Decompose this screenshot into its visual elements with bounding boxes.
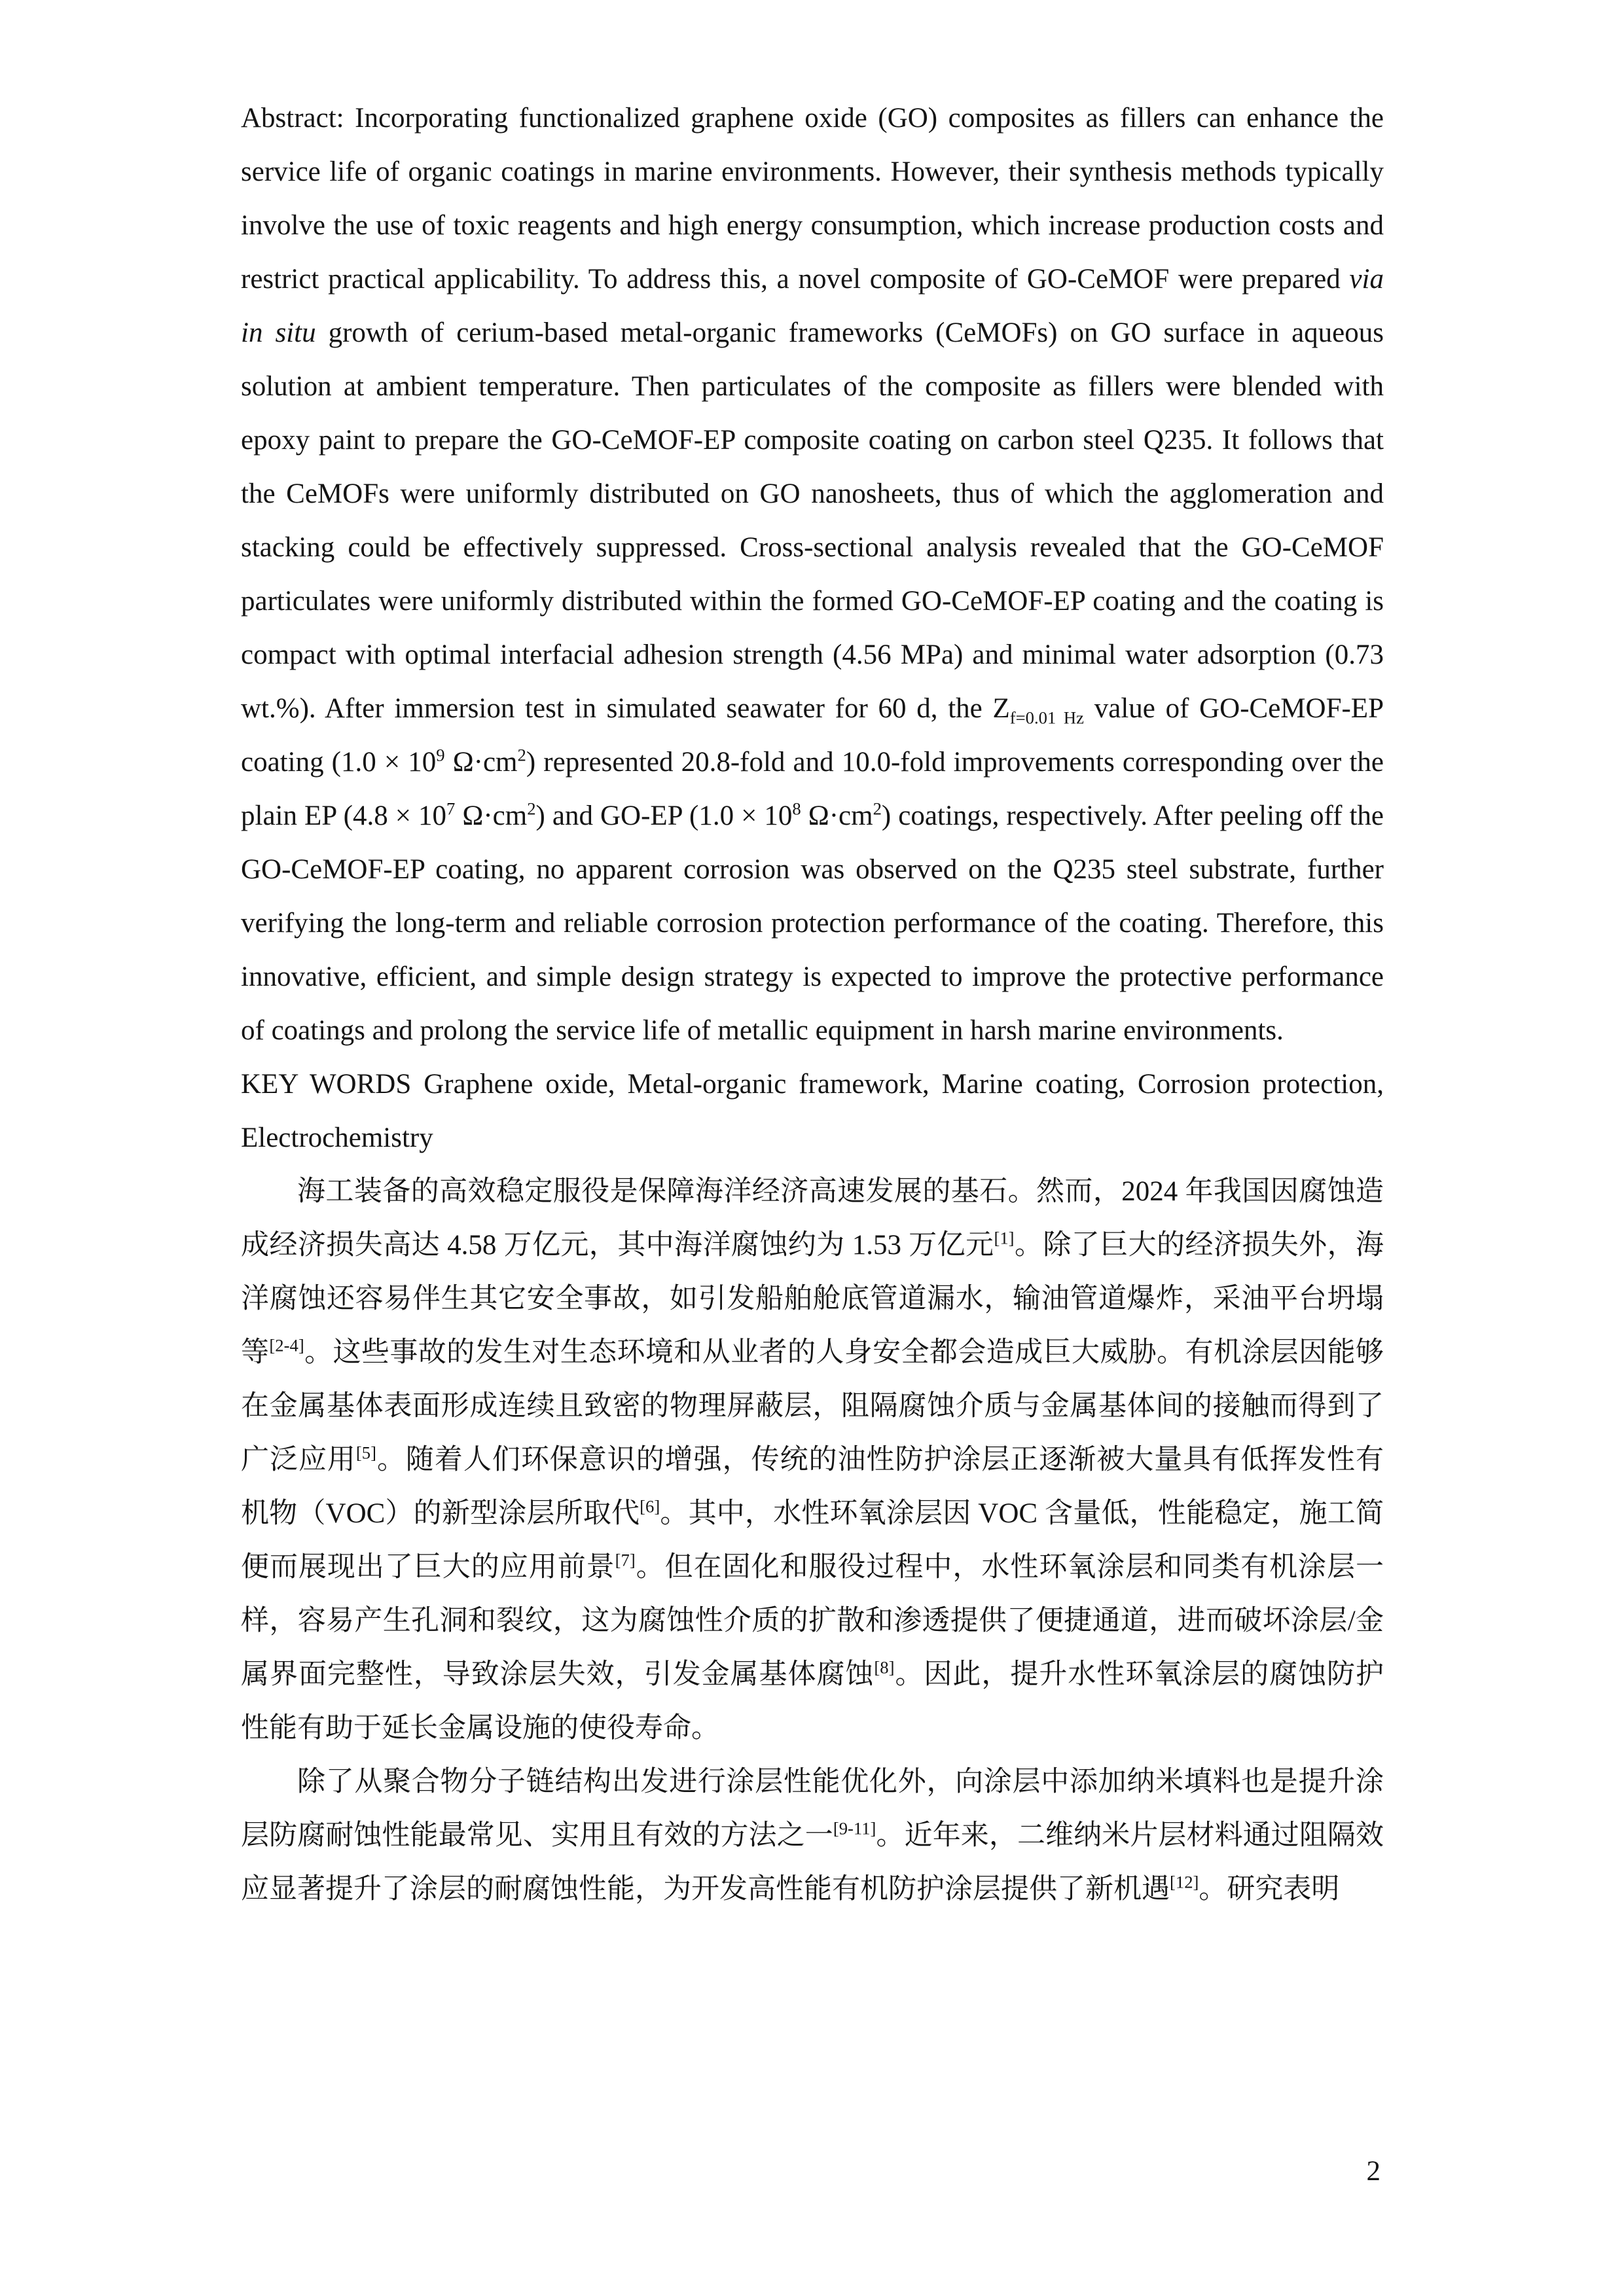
intro-paragraph-2: 除了从聚合物分子链结构出发进行涂层性能优化外，向涂层中添加纳米填料也是提升涂层防腐耐蚀性能最常见、实用且有效的方法之一[9-11]。近年来，二维纳米片层材料通过阻隔效应显著提升了涂层的耐腐蚀性能，为开发高性能有机防护涂层提供了新机遇[12]。研究表明	[241, 1767, 1384, 1905]
intro-paragraph-1: 海工装备的高效稳定服役是保障海洋经济高速发展的基石。然而，2024 年我国因腐蚀造成经济损失高达 4.58 万亿元，其中海洋腐蚀约为 1.53 万亿元[1]。除了巨大的经济损失外，海洋腐蚀还容易伴生其它安全事故，如引发船舶舱底管道漏水，输油管道爆炸，采油平台坍塌等[2-4]。这些事故的发生对生态环境和从业者的人身安全都会造成巨大威胁。有机涂层因能够在金属基体表面形成连续且致密的物理屏蔽层，阻隔腐蚀介质与金属基体间的接触而得到了广泛应用[5]。随着人们环保意识的增强，传统的油性防护涂层正逐渐被大量具有低挥发性有机物（VOC）的新型涂层所取代[6]。其中，水性环氧涂层因 VOC 含量低，性能稳定，施工简便而展现出了巨大的应用前景[7]。但在固化和服役过程中，水性环氧涂层和同类有机涂层一样，容易产生孔洞和裂纹，这为腐蚀性介质的扩散和渗透提供了便捷通道，进而破坏涂层/金属界面完整性，导致涂层失效，引发金属基体腐蚀[8]。因此，提升水性环氧涂层的腐蚀防护性能有助于延长金属设施的使役寿命。	[241, 1176, 1384, 1744]
keywords-paragraph: KEY WORDS Graphene oxide, Metal-organic framework, Marine coating, Corrosion protection, Electrochemistry	[241, 1069, 1384, 1153]
abstract-paragraph: Abstract: Incorporating functionalized graphene oxide (GO) composites as fillers can enhance the service life of organic coatings in marine environments. However, their synthesis methods typically involve the use of toxic reagents and high energy consumption, which increase production costs and restrict practical applicability. To address this, a novel composite of GO-CeMOF were prepared via in situ growth of cerium-based metal-organic frameworks (CeMOFs) on GO surface in aqueous solution at ambient temperature. Then particulates of the composite as fillers were blended with epoxy paint to prepare the GO-CeMOF-EP composite coating on carbon steel Q235. It follows that the CeMOFs were uniformly distributed on GO nanosheets, thus of which the agglomeration and stacking could be effectively suppressed. Cross-sectional analysis revealed that the GO-CeMOF particulates were uniformly distributed within the formed GO-CeMOF-EP coating and the coating is compact with optimal interfacial adhesion strength (4.56 MPa) and minimal water adsorption (0.73 wt.%). After immersion test in simulated seawater for 60 d, the $Z_{f=0.01 Hz}$ value of GO-CeMOF-EP coating ($1.0 \times 10^9$ $\Omega\cdot cm^2$) represented 20.8-fold and 10.0-fold improvements corresponding over the plain EP ($4.8 \times 10^7$ $\Omega\cdot cm^2$) and GO-EP ($1.0 \times 10^8$ $\Omega\cdot cm^2$) coatings, respectively. After peeling off the GO-CeMOF-EP coating, no apparent corrosion was observed on the Q235 steel substrate, further verifying the long-term and reliable corrosion protection performance of the coating. Therefore, this innovative, efficient, and simple design strategy is expected to improve the protective performance of coatings and prolong the service life of metallic equipment in harsh marine environments.	[241, 103, 1384, 1046]
page-content	[241, 92, 1384, 1916]
page-number: 2	[1366, 2156, 1380, 2187]
